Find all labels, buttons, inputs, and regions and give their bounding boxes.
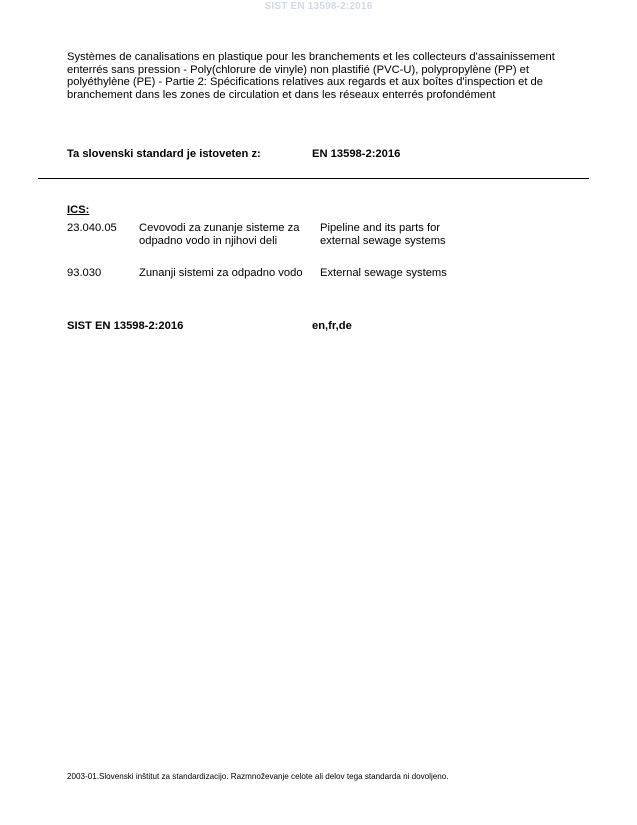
ics-table [67,222,487,297]
identical-value: EN 13598-2:2016 [312,148,401,160]
standard-id-line [67,320,352,332]
ics-row [67,222,487,267]
ics-slovenian-description: Cevovodi za zunanje sisteme za odpadno vodo in njihovi deli [139,222,300,247]
ics-code: 93.030 [67,267,102,279]
ics-row [67,267,487,297]
document-title: Systèmes de canalisations en plastique pour les branchements et les collecteurs d'assainissement enterrés sans pression - Poly(chlorure de vinyle) non plastifié (PVC-U), polypropylène (PP) et polyéthylène (PE) - Partie 2: Spécifications relatives aux regards et aux boîtes d'inspection et de branchement dans les zones de circulation et dans les réseaux enterrés profondément [67,51,555,101]
watermark-header: SIST EN 13598-2:2016 [264,1,373,12]
ics-heading: ICS: [67,204,90,216]
ics-english-description: External sewage systems [320,267,447,279]
identical-standard-line [67,148,401,160]
ics-code: 23.040.05 [67,222,117,234]
ics-slovenian-description: Zunanji sistemi za odpadno vodo [139,267,303,279]
copyright-notice: 2003-01.Slovenski inštitut za standardizacijo. Razmnoževanje celote ali delov tega standarda ni dovoljeno. [67,772,449,781]
horizontal-divider [38,178,589,179]
standard-id: SIST EN 13598-2:2016 [67,320,184,332]
identical-label: Ta slovenski standard je istoveten z: [67,148,261,160]
ics-english-description: Pipeline and its parts for external sewage systems [320,222,446,247]
languages: en,fr,de [312,320,352,332]
